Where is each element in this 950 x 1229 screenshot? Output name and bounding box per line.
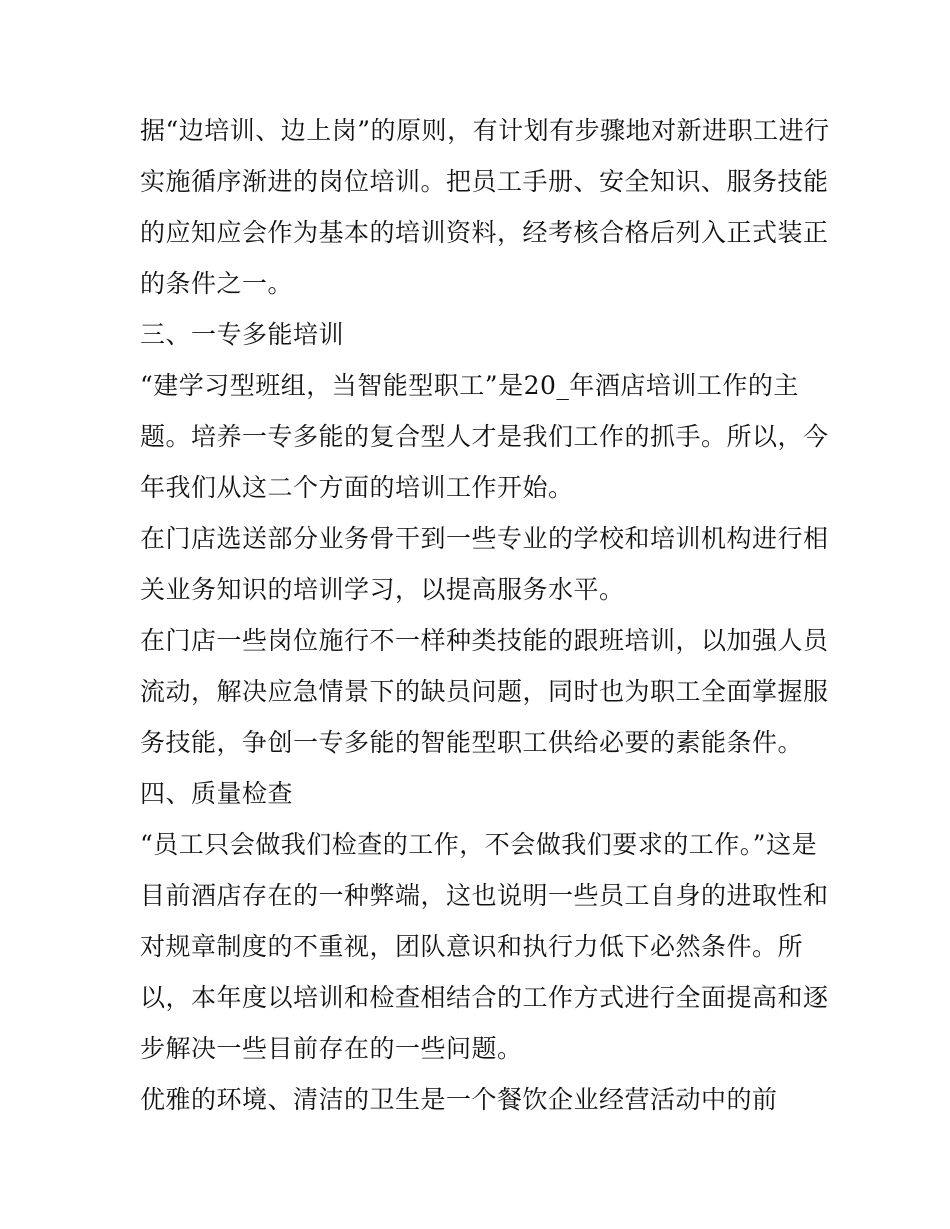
text-line: 的条件之一。 <box>140 269 294 298</box>
text-line: 据“边培训、边上岗”的原则，有计划有步骤地对新进职工进行 <box>140 116 830 145</box>
text-line: 年我们从这二个方面的培训工作开始。 <box>140 473 574 502</box>
text-line: 在门店一些岗位施行不一样种类技能的跟班培训，以加强人员 <box>140 626 829 655</box>
text-line: 优雅的环境、清洁的卫生是一个餐饮企业经营活动中的前 <box>140 1085 778 1114</box>
text-line: 对规章制度的不重视，团队意识和执行力低下必然条件。所 <box>140 932 804 961</box>
text-line: 步解决一些目前存在的一些问题。 <box>140 1034 523 1063</box>
text-line: “建学习型班组，当智能型职工”是20_年酒店培训工作的主 <box>140 371 799 400</box>
text-line: 以，本年度以培训和检查相结合的工作方式进行全面提高和逐 <box>140 983 829 1012</box>
text-line: “员工只会做我们检查的工作，不会做我们要求的工作。”这是 <box>140 830 818 859</box>
text-line: 在门店选送部分业务骨干到一些专业的学校和培训机构进行相 <box>140 524 829 553</box>
section-heading: 四、质量检查 <box>140 779 294 808</box>
text-line: 关业务知识的培训学习，以提高服务水平。 <box>140 575 625 604</box>
text-line: 务技能，争创一专多能的智能型职工供给必要的素能条件。 <box>140 728 804 757</box>
text-line: 题。培养一专多能的复合型人才是我们工作的抓手。所以，今 <box>140 422 829 451</box>
text-line: 流动，解决应急情景下的缺员问题，同时也为职工全面掌握服 <box>140 677 829 706</box>
section-heading: 三、一专多能培训 <box>140 320 345 349</box>
text-line: 实施循序渐进的岗位培训。把员工手册、安全知识、服务技能 <box>140 167 829 196</box>
document-body <box>140 105 830 1125</box>
text-line: 的应知应会作为基本的培训资料，经考核合格后列入正式装正 <box>140 218 829 247</box>
text-line: 目前酒店存在的一种弊端，这也说明一些员工自身的进取性和 <box>140 881 829 910</box>
